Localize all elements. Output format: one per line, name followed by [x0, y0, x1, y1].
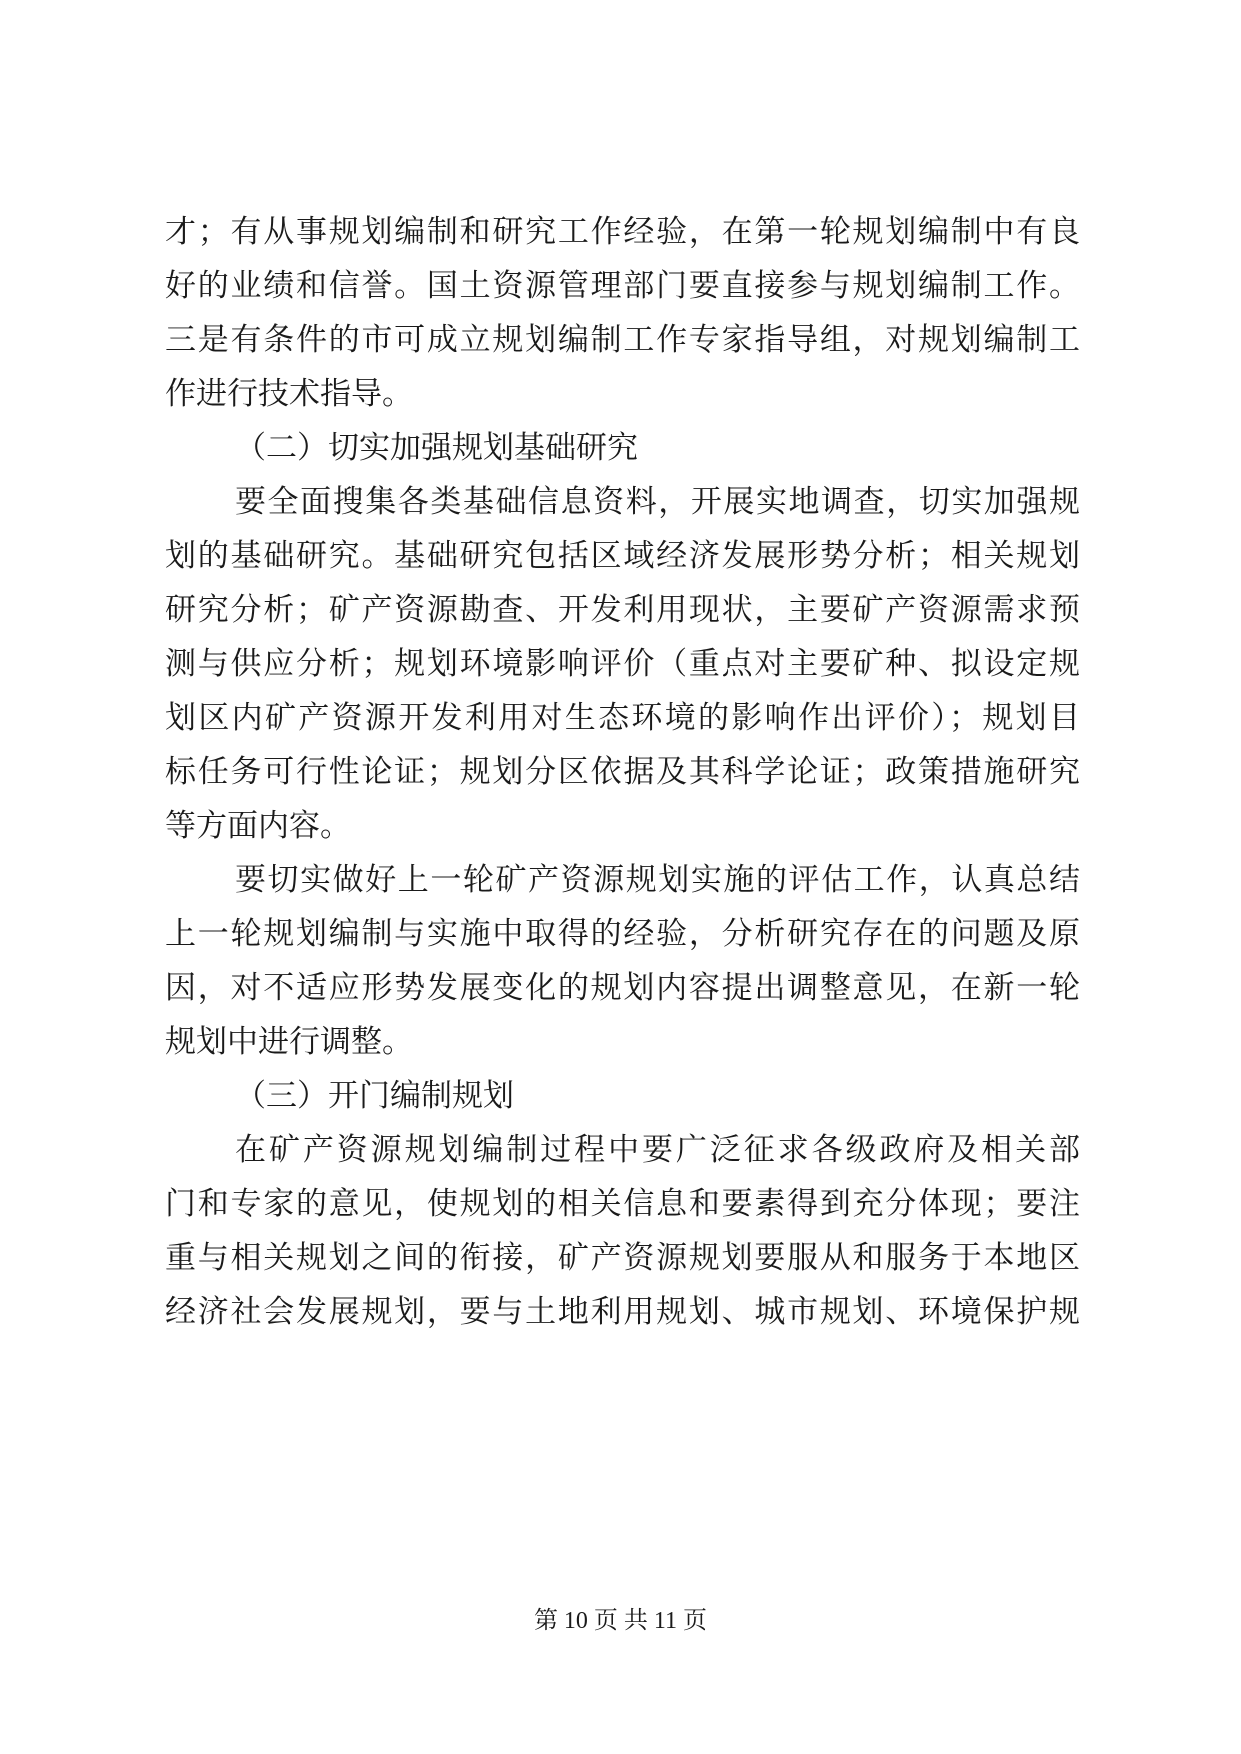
text-line: 门和专家的意见，使规划的相关信息和要素得到充分体现；要注	[165, 1186, 1080, 1222]
text-line: 作进行技术指导。	[165, 376, 413, 412]
text-line: 研究分析；矿产资源勘查、开发利用现状，主要矿产资源需求预	[165, 592, 1080, 628]
text-line: 才；有从事规划编制和研究工作经验，在第一轮规划编制中有良	[165, 214, 1080, 250]
text-line: 要切实做好上一轮矿产资源规划实施的评估工作，认真总结	[235, 862, 1080, 898]
page-number: 第 10 页 共 11 页	[533, 1608, 708, 1634]
text-line: 标任务可行性论证；规划分区依据及其科学论证；政策措施研究	[165, 754, 1080, 790]
text-line: 重与相关规划之间的衔接，矿产资源规划要服从和服务于本地区	[165, 1240, 1080, 1276]
text-line: 划的基础研究。基础研究包括区域经济发展形势分析；相关规划	[165, 538, 1080, 574]
section-heading: （三）开门编制规划	[235, 1078, 514, 1114]
text-line: 测与供应分析；规划环境影响评价（重点对主要矿种、拟设定规	[165, 646, 1080, 682]
text-line: 规划中进行调整。	[165, 1024, 413, 1060]
text-line: 划区内矿产资源开发利用对生态环境的影响作出评价）；规划目	[165, 700, 1080, 736]
text-line: 三是有条件的市可成立规划编制工作专家指导组，对规划编制工	[165, 322, 1080, 358]
text-line: 在矿产资源规划编制过程中要广泛征求各级政府及相关部	[235, 1132, 1080, 1168]
text-line: 要全面搜集各类基础信息资料，开展实地调查，切实加强规	[235, 484, 1080, 520]
text-line: 等方面内容。	[165, 808, 351, 844]
text-line: 因，对不适应形势发展变化的规划内容提出调整意见，在新一轮	[165, 970, 1080, 1006]
text-line: 好的业绩和信誉。国土资源管理部门要直接参与规划编制工作。	[165, 268, 1080, 304]
text-line: 上一轮规划编制与实施中取得的经验，分析研究存在的问题及原	[165, 916, 1080, 952]
text-line: 经济社会发展规划，要与土地利用规划、城市规划、环境保护规	[165, 1294, 1080, 1330]
section-heading: （二）切实加强规划基础研究	[235, 430, 638, 466]
